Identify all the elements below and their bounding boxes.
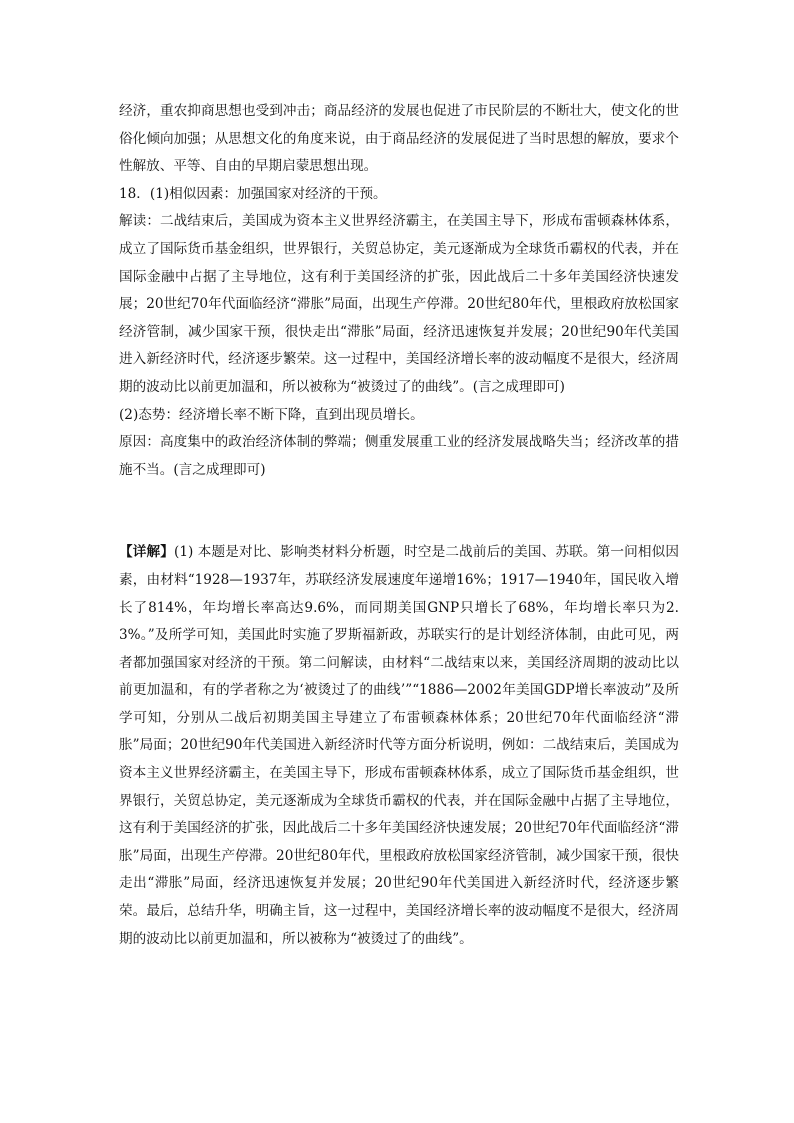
- detail-text: (1) 本题是对比、影响类材料分析题，时空是二战前后的美国、苏联。第一问相似因素，由材料“1928—1937年，苏联经济发展速度年递增16%；1917—1940年，国民收入增长了814%，年均增长率高达9.6%，而同期美国GNP只增长了68%，年均增长率只为2.3%。”及所学可知，美国此时实施了罗斯福新政，苏联实行的是计划经济体制，由此可见，两者都加强国家对经济的干预。第二问解读，由材料“二战结束以来，美国经济周期的波动比以前更加温和，有的学者称之为‘被烫过了的曲线’”“1886—2002年美国GDP增长率波动”及所学可知，分别从二战后初期美国主导建立了布雷顿森林体系；20世纪70年代面临经济“滞胀”局面；20世纪90年代美国进入新经济时代等方面分析说明，例如：二战结束后，美国成为资本主义世界经济霸主，在美国主导下，形成布雷顿森林体系，成立了国际货币基金组织，世界银行，关贸总协定，美元逐渐成为全球货币霸权的代表，并在国际金融中占据了主导地位，这有利于美国经济的扩张，因此战后二十多年美国经济快速发展；20世纪70年代面临经济“滞胀”局面，出现生产停滞。20世纪80年代，里根政府放松国家经济管制，减少国家干预，很快走出“滞胀”局面，经济迅速恢复并发展；20世纪90年代美国进入新经济时代，经济逐步繁荣。最后，总结升华，明确主旨，这一过程中，美国经济增长率的波动幅度不是很大，经济周期的波动比以前更加温和，所以被称为“被烫过了的曲线”。: [119, 544, 680, 947]
- q18-part1-answer: 18．(1)相似因素：加强国家对经济的干预。: [119, 185, 387, 202]
- section-spacer: [119, 484, 679, 539]
- q18-interpretation-paragraph: 解读：二战结束后，美国成为资本主义世界经济霸主，在美国主导下，形成布雷顿森林体系，成立了国际货币基金组织，世界银行，关贸总协定，美元逐渐成为全球货币霸权的代表，并在国际金融中占据了主导地位，这有利于美国经济的扩张，因此战后二十多年美国经济快速发展；20世纪70年代面临经济“滞胀”局面，出现生产停滞。20世纪80年代，里根政府放松国家经济管制，减少国家干预，很快走出“滞胀”局面，经济迅速恢复并发展；20世纪90年代美国进入新经济时代，经济逐步繁荣。这一过程中，美国经济增长率的波动幅度不是很大，经济周期的波动比以前更加温和，所以被称为“被烫过了的曲线”。(言之成理即可): [119, 213, 679, 395]
- q18-reason-paragraph: 原因：高度集中的政治经济体制的弊端；侧重发展重工业的经济发展战略失当；经济改革的措施不当。(言之成理即可): [119, 434, 679, 478]
- detail-explanation-paragraph: [119, 539, 679, 953]
- continuation-paragraph: 经济，重农抑商思想也受到冲击；商品经济的发展也促进了市民阶层的不断壮大，使文化的世俗化倾向加强；从思想文化的角度来说，由于商品经济的发展促进了当时思想的解放，要求个性解放、平等、自由的早期启蒙思想出现。: [119, 103, 679, 175]
- document-page: [119, 98, 679, 953]
- detail-label: 【详解】: [119, 544, 175, 561]
- q18-part2-answer: (2)态势：经济增长率不断下降，直到出现员增长。: [119, 406, 424, 423]
